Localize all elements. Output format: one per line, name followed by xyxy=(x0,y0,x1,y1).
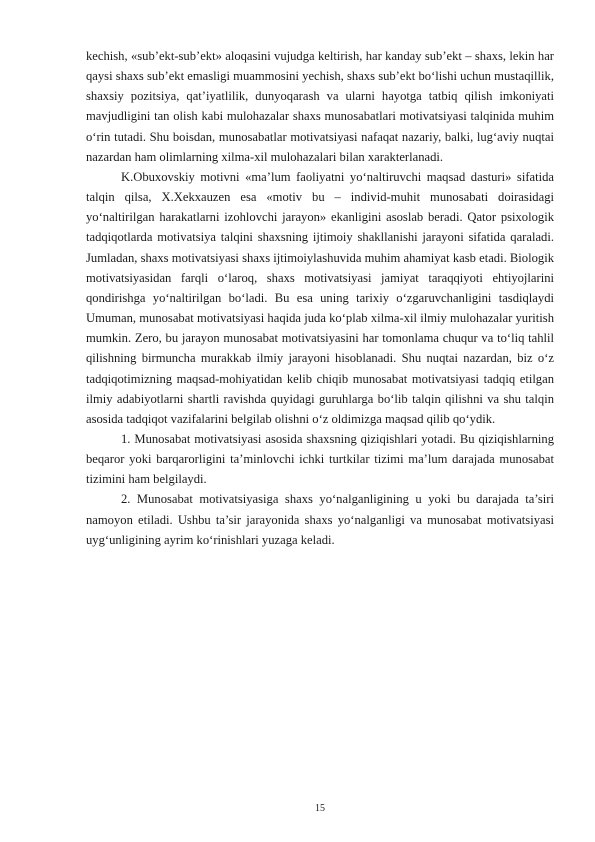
list-item-1: 1. Munosabat motivatsiyasi asosida shaxsning qiziqishlari yotadi. Bu qiziqishlarning beqaror yoki barqarorligini ta’minlovchi ichki turtkilar tizimi ma’lum darajada munosabat tizimini ham belgilaydi. xyxy=(86,431,554,487)
list-item-2: 2. Munosabat motivatsiyasiga shaxs yo‘nalganligining u yoki bu darajada ta’siri namoyon etiladi. Ushbu ta’sir jarayonida shaxs yo‘nalganligi va munosabat motivatsiyasi uyg‘unligining ayrim ko‘rinishlari yuzaga keladi. xyxy=(86,492,554,547)
body-paragraph-2: K.Obuxovskiy motivni «ma’lum faoliyatni yo‘naltiruvchi maqsad dasturi» sifatida talqin qilsa, X.Xekxauzen esa «motiv bu – individ-muhit munosabati doirasidagi yo‘naltirilgan harakatlarni izohlovchi jarayon» ekanligini asoslab beradi. Qator psixologik tadqiqotlarda motivatsiya talqini shaxsning ijtimoiy shakllanishi jarayoni sifatida qaraladi. Jumladan, shaxs motivatsiyasi shaxs ijtimoiylashuvida muhim ahamiyat kasb etadi. Biologik motivatsiyasidan farqli o‘laroq, shaxs motivatsiyasi jamiyat taraqqiyoti ehtiyojlarini qondirishga yo‘naltirilgan bo‘ladi. Bu esa uning tarixiy o‘zgaruvchanligini tasdiqlaydi Umuman, munosabat motivatsiyasi haqida juda ko‘plab xilma-xil ilmiy mulohazalar yuritish mumkin. Zero, bu jarayon munosabat motivatsiyasini har tomonlama chuqur va to‘liq tahlil qilishning birmuncha murakkab ilmiy jarayoni hisoblanadi. Shu nuqtai nazardan, biz o‘z tadqiqotimizning maqsad-mohiyatidan kelib chiqib munosabat motivatsiyasi tadqiq etilgan ilmiy adabiyotlarni shartli ravishda quyidagi guruhlarga bo‘lib talqin qilishni va shu talqin asosida tadqiqot vazifalarini belgilab olishni o‘z oldimizga maqsad qilib qo‘ydik. xyxy=(86,169,554,426)
body-paragraph-1: kechish, «sub’ekt-sub’ekt» aloqasini vujudga keltirish, har kanday sub’ekt – shaxs, lekin har qaysi shaxs sub’ekt emasligi muammosini yechish, shaxs sub’ekt bo‘lishi uchun mustaqillik, shaxsiy pozitsiya, qat’iyatlilik, dunyoqarash va ularni hayotga tatbiq qilish imkoniyati mavjudligini tan olish kabi mulohazalar shaxs munosabatlari motivatsiyasi talqinida muhim o‘rin tutadi. Shu boisdan, munosabatlar motivatsiyasi nafaqat nazariy, balki, lug‘aviy nuqtai nazardan ham olimlarning xilma-xil mulohazalari bilan xarakterlanadi. xyxy=(86,49,554,164)
page-number: 15 xyxy=(315,803,325,814)
document-page xyxy=(86,46,554,550)
